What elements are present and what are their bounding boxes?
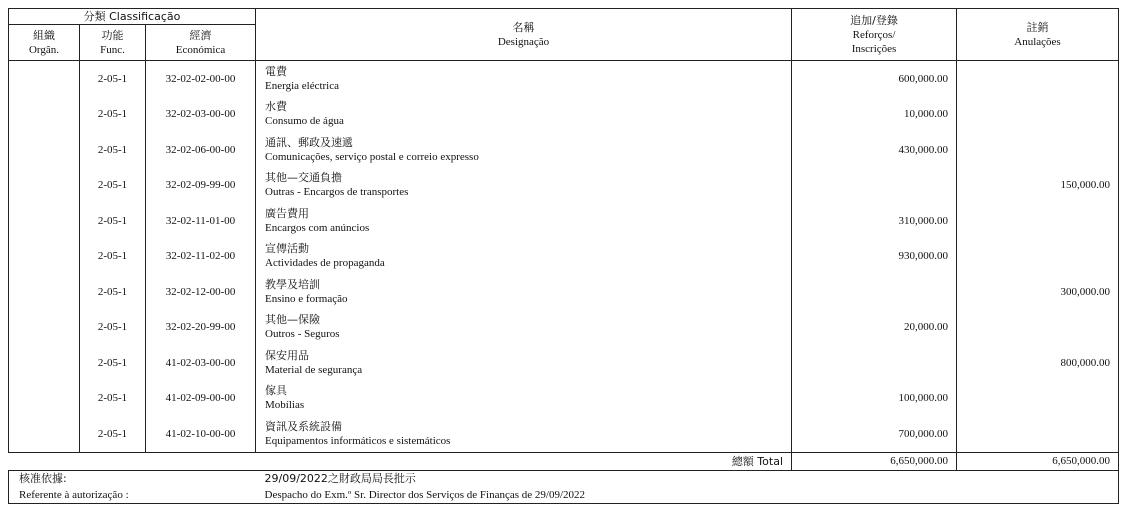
cancellation-amount <box>957 61 1119 97</box>
func-code: 2-05-1 <box>80 132 146 168</box>
reinforcements-header-zh: 追加/登錄 <box>850 13 898 27</box>
reinforcement-amount <box>792 345 957 381</box>
func-code: 2-05-1 <box>80 97 146 133</box>
func-header-pt: Func. <box>100 43 125 56</box>
designation-zh: 教學及培訓 <box>265 277 320 291</box>
reinforcement-amount <box>792 168 957 204</box>
designation-pt: Equipamentos informáticos e sistemáticos <box>265 434 451 447</box>
reinforcement-amount: 600,000.00 <box>792 61 957 97</box>
authorization-text-zh: 29/09/2022之財政局局長批示 <box>264 471 416 485</box>
cancellation-amount: 150,000.00 <box>957 168 1119 204</box>
table-row <box>9 97 1119 133</box>
designation-pt: Consumo de água <box>265 115 344 128</box>
total-row <box>9 452 1119 470</box>
table-row <box>9 61 1119 97</box>
func-code: 2-05-1 <box>80 61 146 97</box>
cancellation-amount <box>957 132 1119 168</box>
designation-cell <box>256 203 792 239</box>
designation-zh: 其他—交通負擔 <box>265 171 342 185</box>
designation-zh: 其他—保險 <box>265 313 320 327</box>
econ-code: 32-02-02-00-00 <box>146 61 256 97</box>
organ-cell <box>9 203 80 239</box>
cancellations-header <box>957 9 1119 61</box>
total-reinforcements: 6,650,000.00 <box>792 452 957 470</box>
designation-cell <box>256 345 792 381</box>
reinforcement-amount: 430,000.00 <box>792 132 957 168</box>
designation-zh: 電費 <box>265 64 287 78</box>
total-cancellations: 6,650,000.00 <box>957 452 1119 470</box>
organ-header <box>9 25 80 61</box>
cancellation-amount <box>957 203 1119 239</box>
cancellation-amount <box>957 97 1119 133</box>
func-code: 2-05-1 <box>80 203 146 239</box>
reinforcements-header-pt1: Reforços/ <box>852 28 896 41</box>
organ-cell <box>9 239 80 275</box>
func-code: 2-05-1 <box>80 381 146 417</box>
designation-zh: 傢具 <box>265 384 287 398</box>
organ-cell <box>9 132 80 168</box>
designation-pt: Mobílias <box>265 399 305 412</box>
classification-header: 分類 Classificação <box>9 9 256 25</box>
designation-cell <box>256 61 792 97</box>
designation-cell <box>256 239 792 275</box>
reinforcement-amount: 100,000.00 <box>792 381 957 417</box>
econ-header-zh: 經濟 <box>189 28 212 42</box>
func-code: 2-05-1 <box>80 239 146 275</box>
designation-zh: 資訊及系統設備 <box>265 419 342 433</box>
designation-pt: Outras - Encargos de transportes <box>265 186 409 199</box>
designation-header-zh: 名稱 <box>512 20 535 34</box>
authorization-row <box>9 470 1119 503</box>
reinforcement-amount: 700,000.00 <box>792 416 957 452</box>
designation-cell <box>256 168 792 204</box>
cancellation-amount <box>957 381 1119 417</box>
econ-code: 41-02-09-00-00 <box>146 381 256 417</box>
designation-zh: 宣傳活動 <box>265 242 309 256</box>
cancellations-header-zh: 註銷 <box>1026 20 1049 34</box>
cancellation-amount <box>957 416 1119 452</box>
organ-header-pt: Orgân. <box>28 43 60 56</box>
organ-cell <box>9 345 80 381</box>
authorization-text-pt: Despacho do Exm.º Sr. Director dos Serviços de Finanças de 29/09/2022 <box>264 488 586 501</box>
designation-zh: 通訊、郵政及速遞 <box>265 135 353 149</box>
organ-header-zh: 組織 <box>33 28 55 42</box>
designation-cell <box>256 416 792 452</box>
designation-cell <box>256 132 792 168</box>
total-label: 總額 Total <box>256 452 792 470</box>
organ-cell <box>9 61 80 97</box>
table-row <box>9 381 1119 417</box>
designation-cell <box>256 274 792 310</box>
organ-cell <box>9 310 80 346</box>
organ-cell <box>9 97 80 133</box>
designation-pt: Material de segurança <box>265 363 363 376</box>
designation-pt: Outros - Seguros <box>265 328 340 341</box>
econ-code: 32-02-11-02-00 <box>146 239 256 275</box>
designation-header-pt: Designação <box>497 35 550 48</box>
func-header-zh: 功能 <box>101 28 124 42</box>
designation-cell <box>256 97 792 133</box>
econ-header <box>146 25 256 61</box>
econ-code: 32-02-03-00-00 <box>146 97 256 133</box>
designation-pt: Energia eléctrica <box>265 79 339 92</box>
econ-code: 41-02-03-00-00 <box>146 345 256 381</box>
table-row <box>9 416 1119 452</box>
table-row <box>9 274 1119 310</box>
organ-cell <box>9 168 80 204</box>
organ-cell <box>9 416 80 452</box>
table-row <box>9 168 1119 204</box>
table-row <box>9 203 1119 239</box>
func-header <box>80 25 146 61</box>
func-code: 2-05-1 <box>80 168 146 204</box>
cancellation-amount <box>957 310 1119 346</box>
econ-code: 32-02-20-99-00 <box>146 310 256 346</box>
authorization-text <box>256 470 1119 503</box>
func-code: 2-05-1 <box>80 310 146 346</box>
designation-cell <box>256 310 792 346</box>
table-row <box>9 132 1119 168</box>
table-body <box>9 61 1119 453</box>
econ-header-pt: Económica <box>175 43 226 56</box>
designation-zh: 廣告費用 <box>265 206 309 220</box>
organ-cell <box>9 381 80 417</box>
reinforcement-amount: 20,000.00 <box>792 310 957 346</box>
table-row <box>9 310 1119 346</box>
econ-code: 32-02-11-01-00 <box>146 203 256 239</box>
econ-code: 32-02-12-00-00 <box>146 274 256 310</box>
table-row <box>9 239 1119 275</box>
reinforcement-amount: 310,000.00 <box>792 203 957 239</box>
reinforcement-amount: 10,000.00 <box>792 97 957 133</box>
organ-cell <box>9 274 80 310</box>
func-code: 2-05-1 <box>80 416 146 452</box>
econ-code: 32-02-09-99-00 <box>146 168 256 204</box>
func-code: 2-05-1 <box>80 274 146 310</box>
designation-zh: 保安用品 <box>265 348 309 362</box>
reinforcements-header-pt2: Inscrições <box>851 42 897 55</box>
authorization-label <box>9 470 256 503</box>
designation-cell <box>256 381 792 417</box>
designation-pt: Actividades de propaganda <box>265 257 385 270</box>
func-code: 2-05-1 <box>80 345 146 381</box>
reinforcement-amount: 930,000.00 <box>792 239 957 275</box>
designation-pt: Ensino e formação <box>265 292 348 305</box>
reinforcement-amount <box>792 274 957 310</box>
table-row <box>9 345 1119 381</box>
authorization-label-pt: Referente à autorização : <box>19 488 129 501</box>
budget-table <box>8 8 1119 504</box>
reinforcements-header <box>792 9 957 61</box>
econ-code: 32-02-06-00-00 <box>146 132 256 168</box>
designation-zh: 水費 <box>265 100 287 114</box>
cancellation-amount: 800,000.00 <box>957 345 1119 381</box>
cancellations-header-pt: Anulações <box>1014 35 1061 48</box>
cancellation-amount <box>957 239 1119 275</box>
econ-code: 41-02-10-00-00 <box>146 416 256 452</box>
designation-header <box>256 9 792 61</box>
designation-pt: Encargos com anúncios <box>265 221 370 234</box>
cancellation-amount: 300,000.00 <box>957 274 1119 310</box>
authorization-label-zh: 核准依據: <box>19 471 67 485</box>
designation-pt: Comunicações, serviço postal e correio expresso <box>265 150 479 163</box>
budget-sheet <box>8 8 1118 504</box>
